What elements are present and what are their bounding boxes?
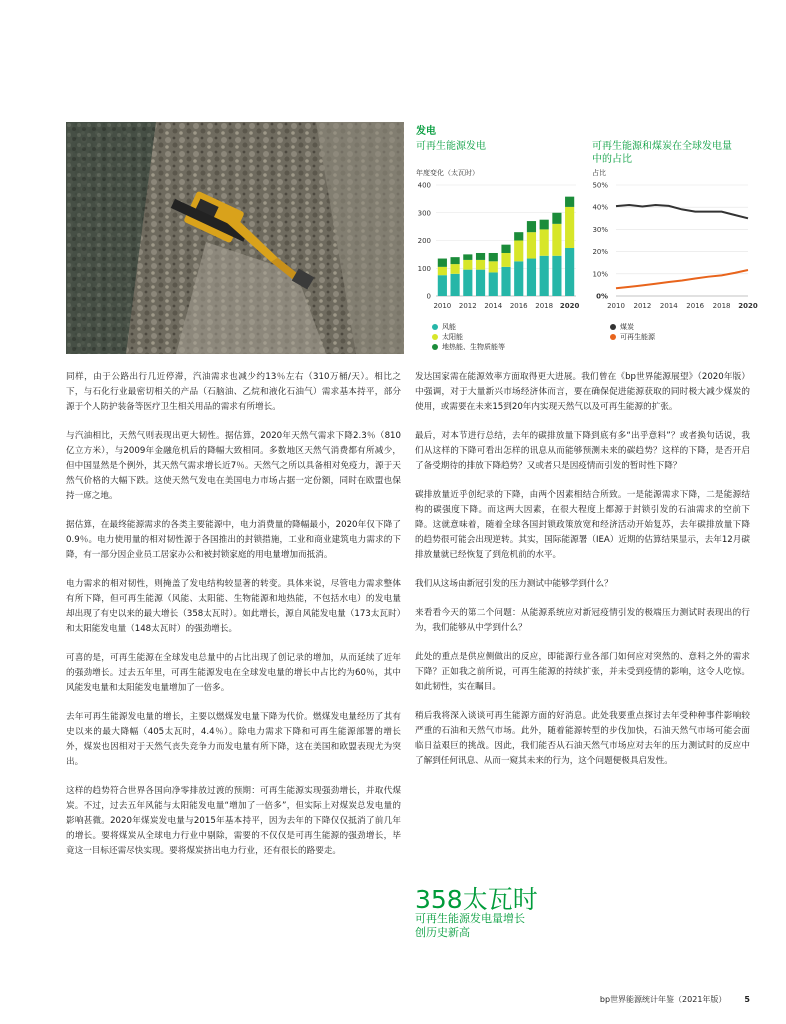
bar-segment-2014-1	[489, 261, 498, 272]
bar-segment-2020-1	[565, 207, 574, 248]
left-paragraph-2: 与汽油相比，天然气则表现出更大韧性。据估算，2020年天然气需求下降2.3％（810亿立方米），与2009年金融危机后的降幅大致相同。多数地区天然气消费都有所减少，但中国显然是个例外，其天然气需求增长近7％。天然气之所以具备相对免疫力，源于天然气价格的大幅下跌。这使天然气发电在美国电力市场占据一定份额，同时在欧盟也保持一席之地。	[66, 431, 401, 501]
bar-segment-2011-1	[451, 264, 460, 274]
left-paragraph-6: 去年可再生能源发电量的增长，主要以燃煤发电量下降为代价。燃煤发电量经历了其有史以来的最大降幅（405太瓦时，4.4％）。除电力需求下降和可再生能源部署的增长外，煤炭也因相对于天然气丧失竞争力而发电量有所下降，这在美国和欧盟表现尤为突出。	[66, 712, 401, 767]
bar-segment-2018-0	[540, 256, 549, 296]
bar-segment-2019-0	[552, 256, 561, 296]
legend-swatch-renewables	[610, 334, 616, 340]
chart-left-subtitle: 年度变化（太瓦时）	[416, 169, 479, 177]
left-paragraph-3: 据估算，在最终能源需求的各类主要能源中，电力消费量的降幅最小，2020年仅下降了0.9％。电力使用量的相对韧性源于各国推出的封锁措施，工业和商业建筑电力需求的下降，有一部分因企业员工居家办公和被封锁家庭的用电量增加而抵消。	[66, 520, 401, 560]
callout-caption-line1: 可再生能源发电量增长	[415, 912, 525, 925]
bar-x-tick-label: 2014	[484, 302, 503, 310]
callout-caption	[415, 912, 525, 940]
bar-segment-2015-2	[501, 245, 510, 253]
footer-publication: bp世界能源统计年鉴（2021年版）	[599, 995, 727, 1004]
chart-right-subtitle: 占比	[592, 169, 606, 177]
excavator-photo	[66, 122, 404, 354]
line-x-tick-label: 2012	[633, 302, 652, 310]
line-chart-legend	[610, 322, 655, 342]
legend-item-other	[432, 342, 505, 352]
line-y-tick-label: 0%	[596, 292, 608, 301]
legend-label-renewables: 可再生能源	[620, 333, 655, 341]
legend-swatch-other	[432, 344, 438, 350]
left-paragraph-7: 这样的趋势符合世界各国向净零排放过渡的预期：可再生能源实现强劲增长，并取代煤炭。不过，过去五年风能与太阳能发电量“增加了一倍多”，但实际上对煤炭总发电量的影响甚微。2020年煤炭发电量与2015年基本持平，因为去年的下降仅仅抵消了前几年的增长。要将煤炭从全球电力行业中剔除，需要的不仅仅是可再生能源的强劲增长，毕竟这一目标还需尽快实现。要将煤炭挤出电力行业，还有很长的路要走。	[66, 786, 401, 856]
right-paragraph-4: 来看看今天的第二个问题：从能源系统应对新冠疫情引发的极端压力测试时表现出的行为，我们能够从中学到什么？	[415, 608, 750, 633]
bar-segment-2010-2	[438, 259, 447, 267]
chart-left-title: 可再生能源发电	[416, 141, 486, 152]
bar-x-tick-label: 2020	[559, 302, 580, 310]
line-y-tick-label: 50%	[592, 181, 608, 190]
bar-segment-2012-0	[463, 270, 472, 296]
bar-segment-2018-1	[540, 229, 549, 255]
bar-segment-2014-0	[489, 272, 498, 296]
share-line-chart	[588, 176, 758, 321]
bar-y-tick-label: 200	[417, 237, 431, 245]
line-series-1	[616, 270, 748, 288]
bar-segment-2015-1	[501, 253, 510, 267]
left-text-column	[66, 370, 401, 873]
line-y-tick-label: 40%	[592, 203, 608, 212]
bar-segment-2016-1	[514, 241, 523, 262]
bar-y-tick-label: 300	[417, 209, 431, 218]
line-x-tick-label: 2010	[607, 302, 625, 310]
line-x-tick-label: 2014	[659, 302, 678, 310]
bar-x-tick-label: 2012	[458, 302, 477, 310]
bar-segment-2015-0	[501, 267, 510, 296]
left-paragraph-5: 可喜的是，可再生能源在全球发电总量中的占比出现了创记录的增加，从而延续了近年的强劲增长。过去五年里，可再生能源发电在全球发电量的增长中占比约为60％，其中风能发电量和太阳能发电量增加了一倍多。	[66, 653, 401, 693]
right-paragraph-6: 稍后我将深入谈谈可再生能源方面的好消息。此处我要重点探讨去年受种种事件影响较严重的石油和天然气市场。此外，随着能源转型的步伐加快，石油天然气市场可能会面临日益艰巨的挑战。因此，我们能否从石油天然气市场应对去年的压力测试时的反应中了解到任何讯息、从而一窥其未来的行为，这个问题便极具启发性。	[415, 711, 750, 766]
bar-segment-2016-0	[514, 261, 523, 296]
left-paragraph-4: 电力需求的相对韧性，则掩盖了发电结构较显著的转变。具体来说，尽管电力需求整体有所下降，但可再生能源（风能、太阳能、生物能源和地热能，不包括水电）的发电量却出现了有史以来的最大增长（358太瓦时）。如此增长，源自风能发电量（173太瓦时）和太阳能发电量（148太瓦时）的强劲增长。	[66, 579, 401, 634]
legend-swatch-solar	[432, 334, 438, 340]
line-y-tick-label: 10%	[592, 270, 608, 279]
right-paragraph-3: 碳排放量近乎创纪录的下降，由两个因素相结合所致。一是能源需求下降，二是能源结构的碳强度下降。而这两大因素，在很大程度上都源于封锁引发的石油需求的空前下降。这就意味着，随着全球各国封锁政策放宽和经济活动开始复苏，去年碳排放量下降的趋势很可能会出现逆转。其实，国际能源署（IEA）近期的估算结果显示，去年12月碳排放量就已经恢复了到危机前的水平。	[415, 490, 750, 560]
bar-segment-2017-0	[527, 259, 536, 296]
page-footer	[600, 994, 750, 1005]
bar-segment-2013-1	[476, 260, 485, 270]
legend-label-wind: 风能	[442, 323, 456, 331]
right-paragraph-2: 最后，对本节进行总结，去年的碳排放量下降到底有多“出乎意料”？或者换句话说，我们从这样的下降可看出怎样的讯息从而能够预测未来的碳趋势？这样的下降，是否开启了备受期待的排放下降趋势？又或者只是因疫情而引发的暂时性下降？	[415, 431, 750, 471]
legend-label-solar: 太阳能	[442, 333, 463, 341]
legend-label-other: 地热能、生物质能等	[442, 343, 505, 351]
legend-label-coal: 煤炭	[620, 323, 634, 331]
bar-x-tick-label: 2010	[433, 302, 452, 310]
legend-swatch-coal	[610, 324, 616, 330]
line-x-tick-label: 2018	[712, 302, 731, 310]
line-x-tick-label: 2020	[738, 302, 758, 310]
section-title: 发电	[416, 126, 436, 137]
callout-number: 358太瓦时	[415, 885, 538, 914]
right-question-heading: 我们从这场由新冠引发的压力测试中能够学到什么？	[415, 579, 613, 589]
bar-segment-2013-0	[476, 270, 485, 296]
bar-y-tick-label: 100	[417, 264, 431, 273]
bar-segment-2020-0	[565, 248, 574, 296]
bar-segment-2010-1	[438, 267, 447, 275]
chart-right-title-line1: 可再生能源和煤炭在全球发电量	[592, 141, 732, 152]
bar-segment-2017-1	[527, 232, 536, 258]
bar-segment-2011-0	[451, 274, 460, 296]
bar-y-tick-label: 0	[426, 292, 431, 301]
right-paragraph-1: 发达国家需在能源效率方面取得更大进展。我们曾在《bp世界能源展望》（2020年版）中强调，对于大量新兴市场经济体而言，要在确保促进能源获取的同时极大减少煤炭的使用，或需要在未来15到20年内实现天然气以及可再生能源的扩张。	[415, 372, 750, 412]
line-x-tick-label: 2016	[686, 302, 705, 310]
legend-item-wind	[432, 322, 505, 332]
legend-item-renewables	[610, 332, 655, 342]
bar-x-tick-label: 2016	[509, 302, 528, 310]
line-y-tick-label: 30%	[592, 225, 608, 234]
bar-segment-2014-2	[489, 253, 498, 261]
legend-item-solar	[432, 332, 505, 342]
bar-segment-2020-2	[565, 197, 574, 207]
bar-segment-2013-2	[476, 253, 485, 260]
right-text-column	[415, 370, 750, 783]
bar-segment-2017-2	[527, 221, 536, 232]
bar-segment-2018-2	[540, 220, 549, 230]
bar-segment-2011-2	[451, 257, 460, 264]
bar-x-tick-label: 2018	[535, 302, 554, 310]
bar-segment-2019-2	[552, 213, 561, 224]
bar-chart-legend	[432, 322, 505, 352]
bar-segment-2016-2	[514, 232, 523, 240]
page-number: 5	[744, 995, 750, 1004]
callout-caption-line2: 创历史新高	[415, 926, 470, 939]
bar-segment-2010-0	[438, 275, 447, 296]
legend-swatch-wind	[432, 324, 438, 330]
legend-item-coal	[610, 322, 655, 332]
chart-right-title-line2: 中的占比	[592, 154, 632, 165]
bar-segment-2012-2	[463, 254, 472, 260]
bar-segment-2012-1	[463, 260, 472, 270]
left-paragraph-1: 同样，由于公路出行几近停滞，汽油需求也减少约13％左右（310万桶/天）。相比之下，与石化行业最密切相关的产品（石脑油、乙烷和液化石油气）需求基本持平，部分源于个人防护装备等医疗卫生相关用品的需求有所增长。	[66, 372, 401, 412]
chart-right-title	[592, 140, 732, 166]
renewables-bar-chart	[410, 176, 582, 321]
bar-y-tick-label: 400	[417, 181, 431, 190]
right-paragraph-5: 此处的重点是供应侧做出的反应，即能源行业各部门如何应对突然的、意料之外的需求下降？正如我之前所说，可再生能源的持续扩张，并未受到疫情的影响，这令人吃惊。如此韧性，实在瞩目。	[415, 652, 750, 692]
line-y-tick-label: 20%	[592, 248, 608, 257]
bar-segment-2019-1	[552, 224, 561, 256]
